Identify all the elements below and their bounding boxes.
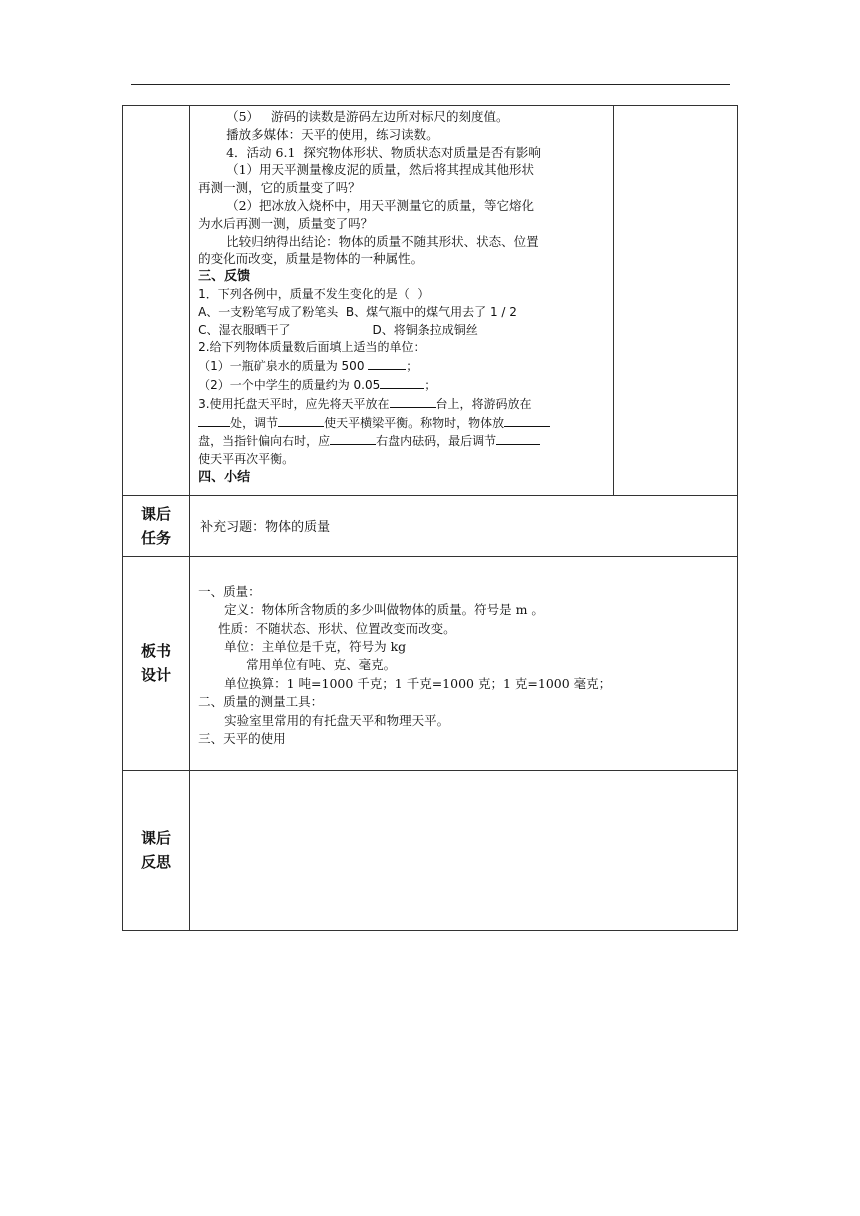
blank-prompt: （1）一瓶矿泉水的质量为 500 [198,359,369,374]
reflection-content[interactable] [190,770,738,930]
text-line: 4．活动 6.1 探究物体形状、物质状态对质量是否有影响 [226,144,541,160]
board-line: 三、天平的使用 [198,730,286,746]
board-line: 常用单位有吨、克、毫克。 [246,657,397,673]
question-option [198,322,607,340]
text-line: （5） 游码的读数是游码左边所对标尺的刻度值。 [226,109,509,124]
answer-blank[interactable] [504,414,550,427]
header-rule [131,84,730,85]
board-line: 单位换算：1 吨=1000 千克；1 千克=1000 克；1 克=1000 毫克； [224,675,612,691]
answer-blank[interactable] [368,357,406,370]
text-line: 播放多媒体：天平的使用，练习读数。 [226,126,439,142]
text-line: 为水后再测一测，质量变了吗？ [198,215,374,231]
board-design-row [123,556,738,770]
after-task-label: 课后 任务 [123,495,190,556]
question: 1．下列各例中，质量不发生变化的是（ ） [198,286,430,301]
process-row [123,106,738,496]
blank-prompt: 右盘内砝码，最后调节 [376,434,497,449]
board-line: 定义：物体所含物质的多少叫做物体的质量。符号是 m 。 [224,602,544,618]
question-blank [198,414,607,433]
text-line: 再测一测，它的质量变了吗？ [198,180,361,196]
answer-blank[interactable] [390,395,436,408]
board-line: 二、质量的测量工具： [198,694,324,710]
after-task-row [123,495,738,556]
option-c: C、湿衣服晒干了 [198,322,291,337]
answer-blank[interactable] [278,414,324,427]
blank-end: ； [424,377,437,392]
board-design-label: 板书 设计 [123,556,190,770]
question-blank [198,376,607,395]
text-line: （1）用天平测量橡皮泥的质量，然后将其捏成其他形状 [226,162,535,178]
board-line: 性质：不随状态、形状、位置改变而改变。 [218,620,456,636]
question-option: A、一支粉笔写成了粉笔头 B、煤气瓶中的煤气用去了 1 / 2 [198,304,517,319]
text-line: 比较归纳得出结论：物体的质量不随其形状、状态、位置 [226,233,539,249]
blank-prompt: 处，调节 [230,415,279,430]
answer-blank[interactable] [330,432,376,445]
question-end: 使天平再次平衡。 [198,452,295,467]
blank-end: ； [406,359,419,374]
question-blank [198,395,607,414]
blank-prompt: 盘，当指针偏向右时，应 [198,434,331,449]
section-heading: 三、反馈 [198,269,251,285]
text-line: 的变化而改变，质量是物体的一种属性。 [198,251,424,267]
board-line: 实验室里常用的有托盘天平和物理天平。 [224,712,450,728]
lesson-plan-table [122,105,738,931]
text-line: （2）把冰放入烧杯中，用天平测量它的质量，等它熔化 [226,197,535,213]
board-line: 一、质量： [198,583,261,599]
reflection-row [123,770,738,930]
blank-prompt: （2）一个中学生的质量约为 0.05 [198,377,381,392]
after-task-content: 补充习题：物体的质量 [190,495,738,556]
process-label-cell [123,106,190,496]
question-blank [198,432,607,451]
board-line: 单位：主单位是千克，符号为 kg [224,638,407,654]
section-heading: 四、小结 [198,469,251,485]
answer-blank[interactable] [380,376,424,389]
answer-blank[interactable] [198,414,230,427]
option-d: D、将铜条拉成铜丝 [372,322,478,337]
question: 2.给下列物体质量数后面填上适当的单位： [198,340,426,355]
process-content [190,106,614,496]
blank-prompt: 使天平横梁平衡。称物时，物体放 [324,415,505,430]
question-blank [198,357,607,376]
answer-blank[interactable] [496,432,540,445]
blank-prompt: 3.使用托盘天平时，应先将天平放在 [198,396,390,411]
reflection-label: 课后 反思 [123,770,190,930]
blank-prompt: 台上，将游码放在 [435,396,532,411]
notes-cell [613,106,737,496]
board-design-content [190,556,738,770]
